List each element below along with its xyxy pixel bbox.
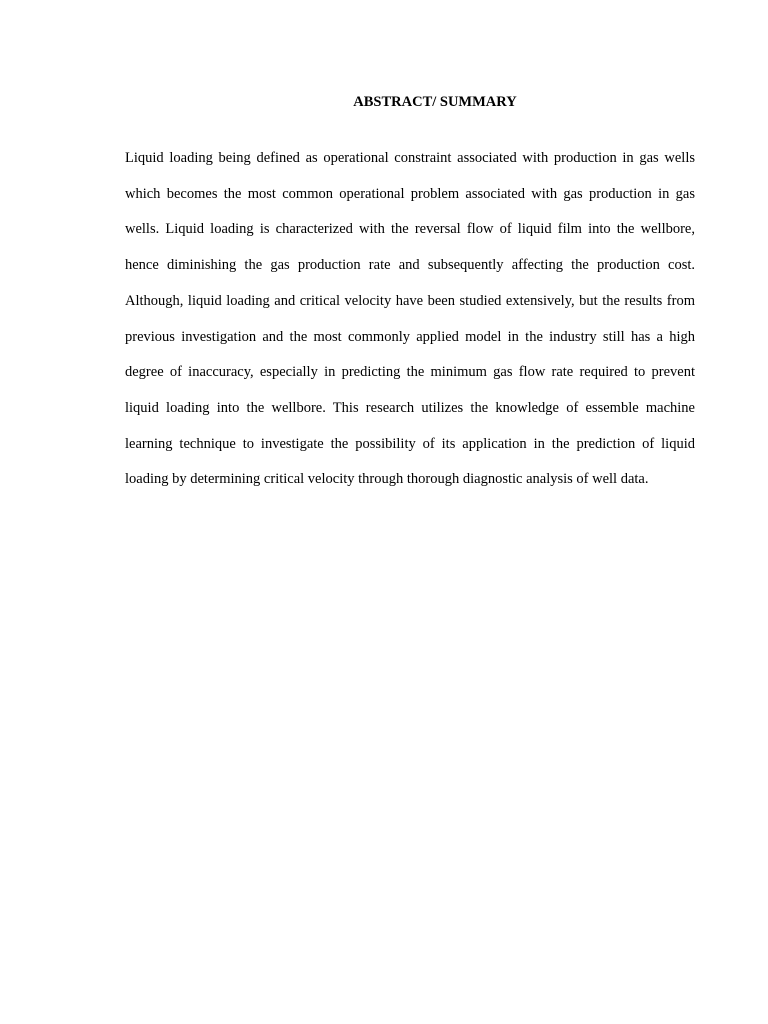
abstract-heading: ABSTRACT/ SUMMARY — [353, 94, 517, 110]
abstract-paragraph: Liquid loading being defined as operational constraint associated with production in gas wells which becomes the most common operational problem associated with gas production in gas wells. Liquid loading is characterized with the reversal flow of liquid film into the wellbore, hence diminishing the gas production rate and subsequently affecting the production cost. Although, liquid loading and critical velocity have been studied extensively, but the results from previous investigation and the most commonly applied model in the industry still has a high degree of inaccuracy, especially in predicting the minimum gas flow rate required to prevent liquid loading into the wellbore. This research utilizes the knowledge of essemble machine learning technique to investigate the possibility of its application in the prediction of liquid loading by determining critical velocity through thorough diagnostic analysis of well data. — [125, 150, 695, 488]
